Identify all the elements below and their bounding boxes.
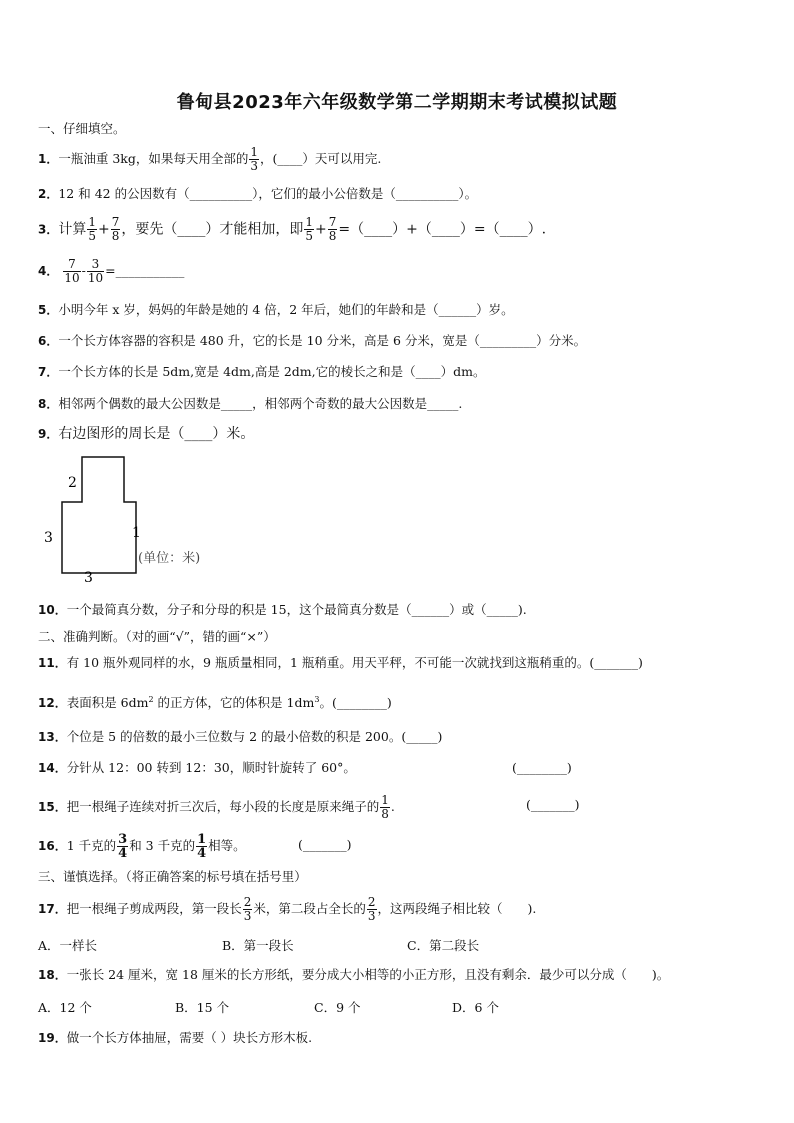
question-17 xyxy=(38,896,536,923)
question-14 xyxy=(38,760,356,776)
question-6 xyxy=(38,333,586,349)
question-8 xyxy=(38,396,462,412)
question-text: 12 和 42 的公因数有（__________），它们的最小公倍数是（__________）。 xyxy=(58,186,478,201)
option-18-a[interactable]: A．12 个 xyxy=(38,1000,92,1015)
question-4 xyxy=(38,258,184,285)
question-number: 11． xyxy=(38,656,67,670)
question-text: 1 千克的 xyxy=(66,838,117,853)
question-15 xyxy=(38,794,395,821)
question-text: 和 3 千克的 xyxy=(129,838,196,853)
answer-blank-15: (_______) xyxy=(526,797,580,812)
question-text: 把一根绳子剪成两段，第一段长 xyxy=(66,901,242,916)
answer-blank-16: (_______) xyxy=(298,837,352,852)
question-3 xyxy=(38,216,546,243)
question-number: 3． xyxy=(38,222,59,237)
question-text: 一个长方体容器的容积是 480 升，它的长是 10 分米，高是 6 分米，宽是（_________）分米。 xyxy=(58,333,587,348)
section-heading-2: 二、准确判断。（对的画“√”，错的画“×”） xyxy=(38,629,276,644)
fraction: $\frac{7}{10}$ xyxy=(64,257,80,285)
question-text: ，(____）天可以用完. xyxy=(260,151,382,166)
question-text: 一瓶油重 3kg，如果每天用全部的 xyxy=(58,151,249,166)
question-text: 一张长 24 厘米，宽 18 厘米的长方形纸，要分成大小相等的小正方形，且没有剩余．最少可以分成（ )。 xyxy=(66,967,670,982)
page-title: 鲁甸县2023年六年级数学第二学期期末考试模拟试题 xyxy=(176,92,618,113)
question-text: 右边图形的周长是（____）米。 xyxy=(58,426,255,442)
question-5 xyxy=(38,302,514,318)
question-text: 一个长方体的长是 5dm,宽是 4dm,高是 2dm,它的棱长之和是（____）dm。 xyxy=(58,364,486,379)
option-18-d[interactable]: D．6 个 xyxy=(452,1000,499,1015)
question-number: 15． xyxy=(38,800,67,814)
question-text: 表面积是 6dm xyxy=(66,695,149,711)
option-18-b[interactable]: B．15 个 xyxy=(175,1000,230,1015)
label-3-left: 3 xyxy=(44,530,53,546)
question-number: 1． xyxy=(38,152,59,166)
question-text: 相等。 xyxy=(208,838,246,853)
question-number: 8． xyxy=(38,397,59,411)
question-12 xyxy=(38,692,392,711)
fraction: $\frac{1}{3}$ xyxy=(250,145,259,173)
minus-sign: - xyxy=(81,263,86,278)
question-text: 。(________) xyxy=(319,695,392,711)
question-number: 14． xyxy=(38,761,67,775)
question-11 xyxy=(38,655,643,671)
question-text: ，要先（____）才能相加，即 xyxy=(121,221,304,238)
question-18 xyxy=(38,967,669,983)
question-text: =（____）+（____）=（____）. xyxy=(338,221,547,238)
fraction: $\frac{1}{8}$ xyxy=(381,793,389,821)
question-number: 12． xyxy=(38,696,67,711)
superscript: 3 xyxy=(314,695,320,704)
option-18-c[interactable]: C．9 个 xyxy=(314,1000,361,1015)
question-text: 有 10 瓶外观同样的水，9 瓶质量相同，1 瓶稍重。用天平秤，不可能一次就找到这瓶稍重的。(_______) xyxy=(66,655,643,670)
perimeter-figure xyxy=(36,452,236,592)
plus-sign: + xyxy=(98,221,110,238)
fraction: $\frac{3}{4}$ xyxy=(118,832,128,861)
question-number: 7． xyxy=(38,365,59,379)
question-number: 17． xyxy=(38,902,67,916)
plus-sign: + xyxy=(315,221,327,238)
question-number: 2． xyxy=(38,187,59,201)
fraction: $\frac{1}{5}$ xyxy=(88,215,96,243)
question-text: 相邻两个偶数的最大公因数是_____，相邻两个奇数的最大公因数是_____. xyxy=(58,396,463,411)
question-text: . xyxy=(390,799,395,814)
answer-blank: =___________ xyxy=(105,263,185,278)
question-number: 10． xyxy=(38,603,67,617)
superscript: 2 xyxy=(148,695,154,704)
question-text: ，这两段绳子相比较（ ). xyxy=(377,901,537,916)
question-text: 个位是 5 的倍数的最小三位数与 2 的最小倍数的积是 200。(_____) xyxy=(66,729,443,744)
label-3-bottom: 3 xyxy=(84,570,93,586)
option-17-b[interactable]: B．第一段长 xyxy=(222,938,294,953)
unit-label: (单位：米) xyxy=(138,551,201,566)
question-number: 4． xyxy=(38,264,59,278)
question-13 xyxy=(38,729,442,745)
question-19 xyxy=(38,1030,312,1046)
question-9 xyxy=(38,426,254,442)
question-1 xyxy=(38,146,381,173)
answer-blank-14: (________) xyxy=(512,760,572,775)
question-text: 一个最简真分数，分子和分母的积是 15，这个最简真分数是（______）或（_____). xyxy=(66,602,527,617)
label-2: 2 xyxy=(68,475,77,491)
question-2 xyxy=(38,186,477,202)
question-number: 19． xyxy=(38,1031,67,1045)
option-17-a[interactable]: A．一样长 xyxy=(38,938,98,953)
question-number: 6． xyxy=(38,334,59,348)
question-text: 米，第二段占全长的 xyxy=(253,901,366,916)
fraction: $\frac{1}{4}$ xyxy=(197,832,207,861)
question-number: 13． xyxy=(38,730,67,744)
question-7 xyxy=(38,364,485,380)
section-heading-3: 三、谨慎选择。（将正确答案的标号填在括号里） xyxy=(38,869,307,884)
fraction: $\frac{1}{5}$ xyxy=(305,215,314,243)
fraction: $\frac{3}{10}$ xyxy=(87,257,104,285)
question-number: 16． xyxy=(38,839,67,853)
label-1: 1 xyxy=(132,525,141,541)
question-text: 把一根绳子连续对折三次后，每小段的长度是原来绳子的 xyxy=(66,799,380,814)
fraction: $\frac{7}{8}$ xyxy=(328,215,337,243)
question-number: 18． xyxy=(38,968,67,982)
fraction: $\frac{2}{3}$ xyxy=(367,895,376,923)
question-16 xyxy=(38,833,246,860)
question-text: 的正方体，它的体积是 1dm xyxy=(153,695,315,711)
fraction: $\frac{2}{3}$ xyxy=(243,895,252,923)
section-heading-1: 一、仔细填空。 xyxy=(38,121,126,136)
question-number: 9． xyxy=(38,427,59,441)
question-text: 计算 xyxy=(58,221,87,238)
question-text: 小明今年 x 岁，妈妈的年龄是她的 4 倍，2 年后，她们的年龄和是（______）岁。 xyxy=(58,302,514,317)
question-10 xyxy=(38,602,527,618)
question-text: 分针从 12：00 转到 12：30，顺时针旋转了 60°。 xyxy=(66,760,356,775)
question-text: 做一个长方体抽屉，需要（ ）块长方形木板. xyxy=(66,1030,313,1045)
fraction: $\frac{7}{8}$ xyxy=(111,215,120,243)
question-number: 5． xyxy=(38,303,59,317)
option-17-c[interactable]: C．第二段长 xyxy=(407,938,480,953)
